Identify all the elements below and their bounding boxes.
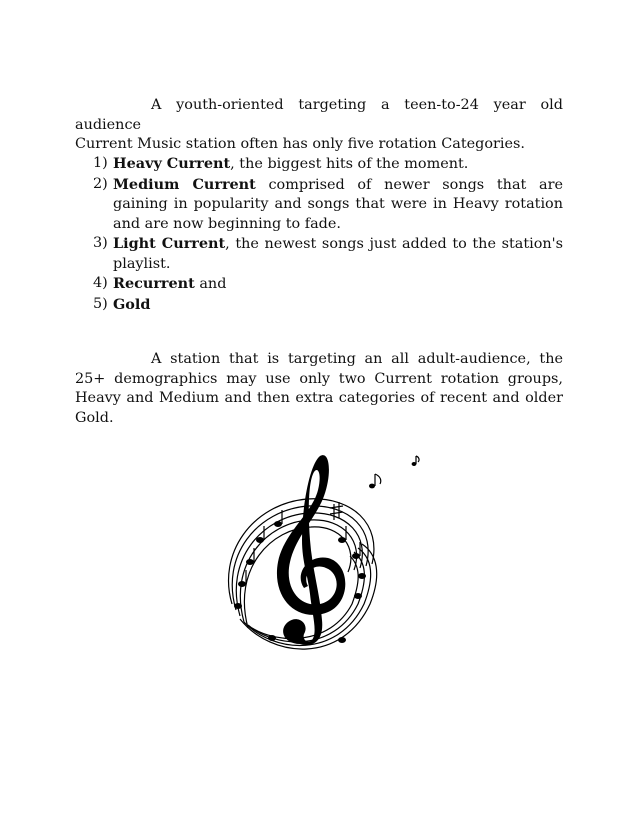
- list-description: comprised of newer songs that are gaining in popularity and songs that were in Heavy rotation and are now beginning to fade.: [113, 176, 563, 232]
- adult-station-paragraph: [75, 350, 563, 428]
- intro-line-2: Current Music station often has only five rotation Categories.: [75, 136, 525, 152]
- adult-station-text: A station that is targeting an all adult-audience, the 25+ demographics may use only two Current rotation groups, Heavy and Medium and then extra categories of recent and older Gold.: [75, 351, 563, 426]
- list-term: Heavy Current: [113, 155, 231, 172]
- list-number: 5): [93, 295, 108, 312]
- intro-paragraph: [75, 96, 563, 155]
- list-item: [75, 175, 563, 235]
- rotation-category-list: [75, 154, 563, 315]
- list-number: 3): [93, 235, 108, 251]
- treble-clef-music-notes-icon: [212, 444, 422, 676]
- list-item: [75, 154, 563, 175]
- list-term: Light Current: [113, 235, 226, 252]
- list-number: 2): [93, 175, 108, 192]
- list-item: [75, 234, 563, 274]
- list-description: , the biggest hits of the moment.: [230, 156, 469, 172]
- list-description: , the newest songs just added to the station's playlist.: [113, 236, 563, 272]
- list-term: Medium Current: [113, 175, 256, 193]
- list-number: 4): [93, 275, 108, 291]
- list-term: Recurrent: [113, 275, 195, 292]
- list-term: Gold: [113, 295, 151, 313]
- list-item: [75, 274, 563, 295]
- list-description: and: [194, 276, 227, 292]
- intro-line-1: A youth-oriented targeting a teen-to-24 year old audience: [75, 97, 563, 133]
- list-item: [75, 295, 563, 316]
- list-number: 1): [93, 155, 108, 171]
